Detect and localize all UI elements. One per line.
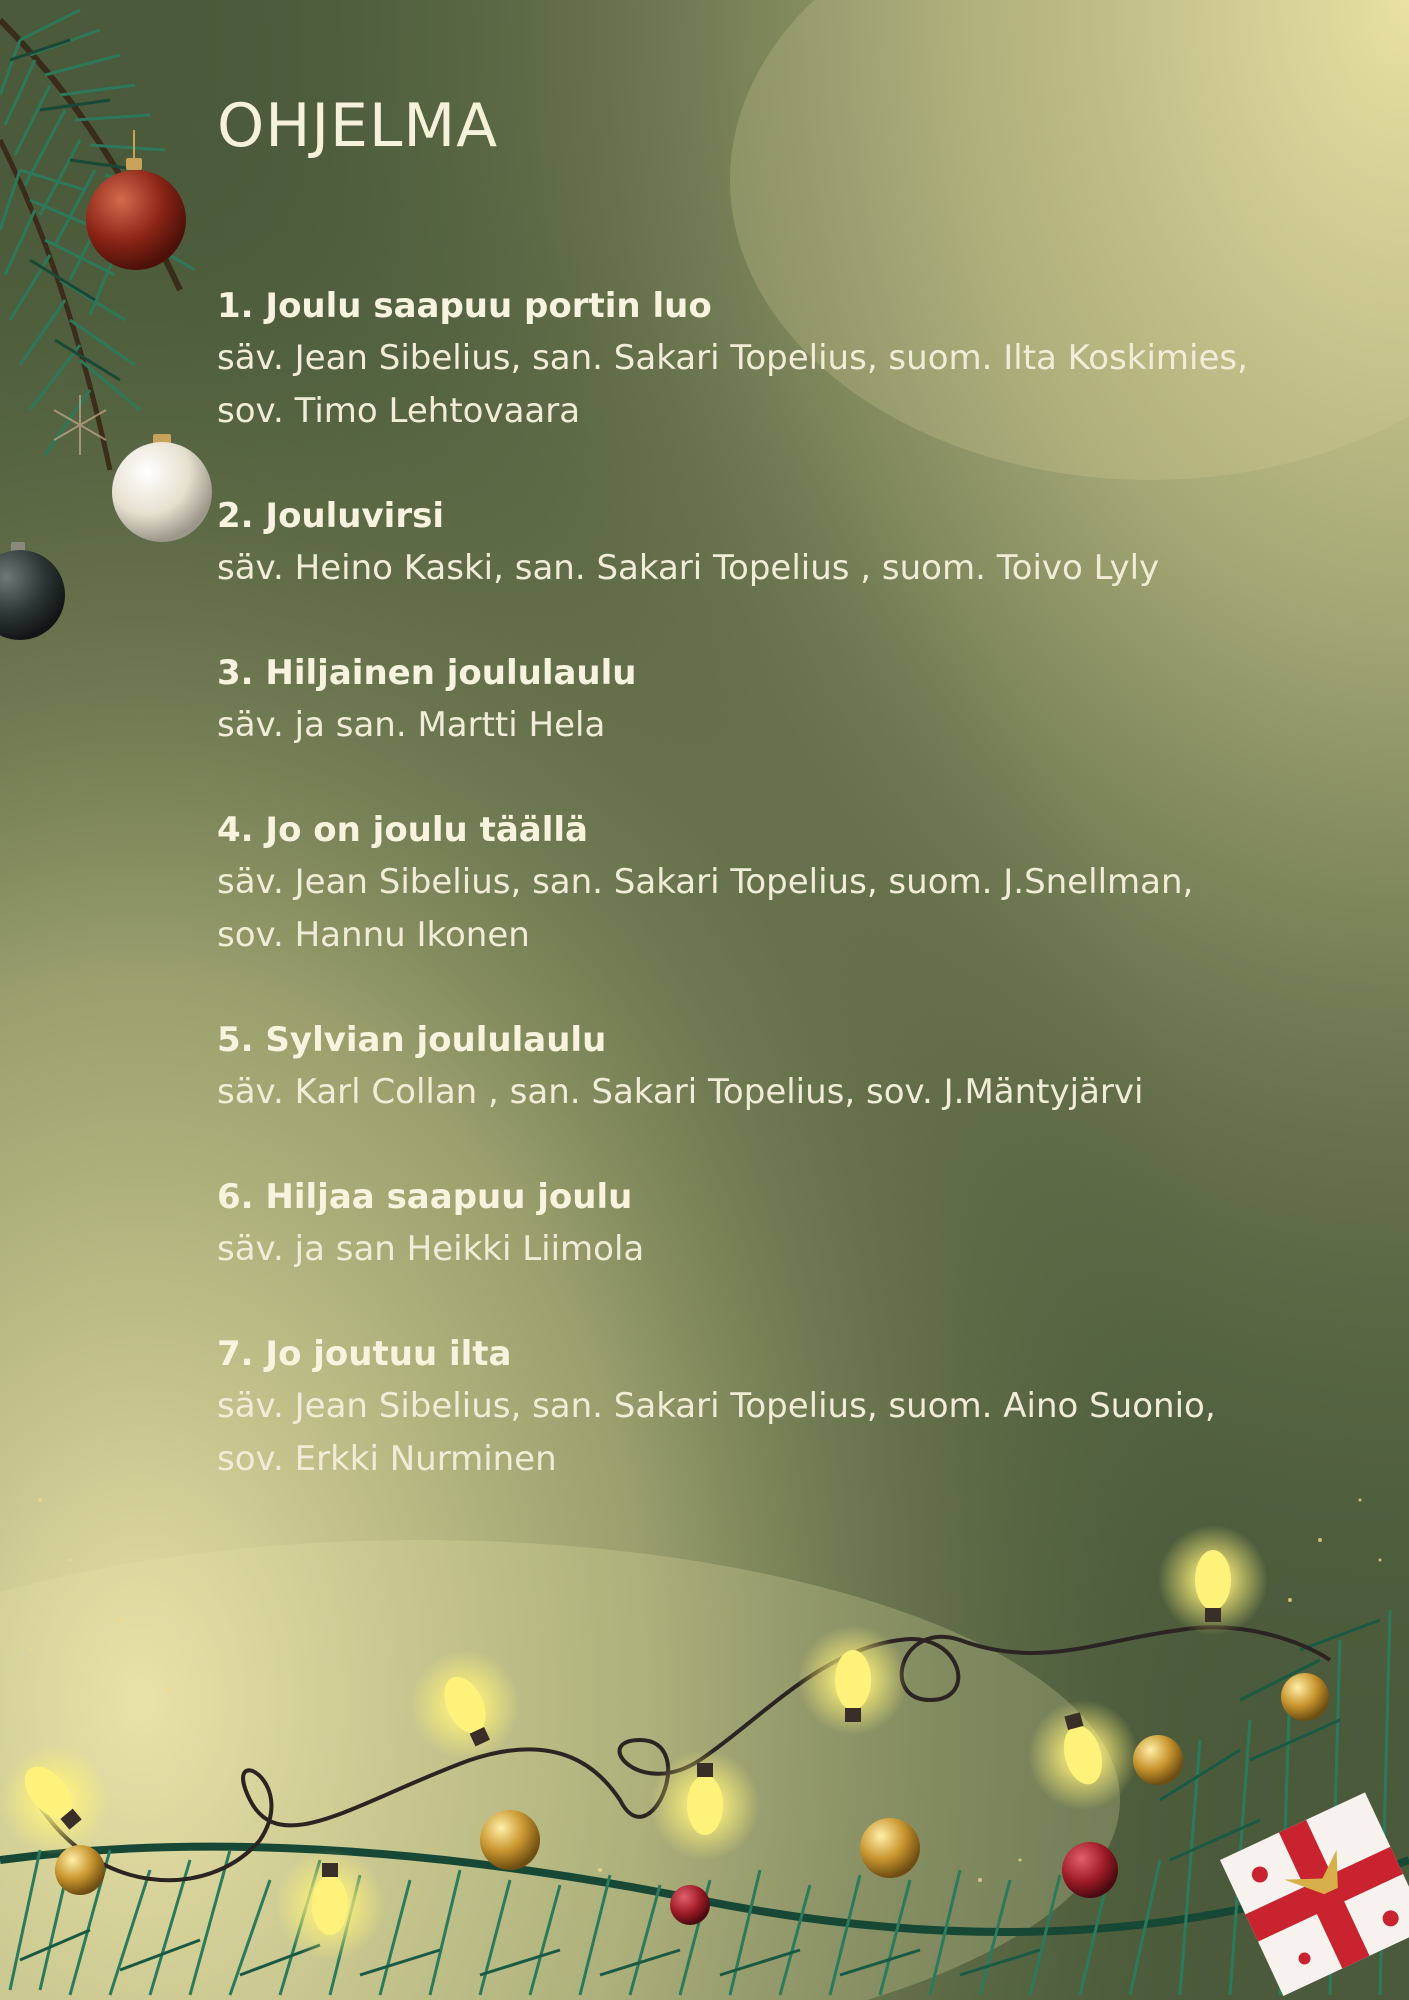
song-heading [217, 490, 1387, 542]
program-item [217, 1328, 1387, 1486]
program-item [217, 1014, 1387, 1119]
song-heading [217, 647, 1387, 699]
song-credits: sov. Hannu Ikonen [217, 915, 530, 955]
song-credits: säv. Heino Kaski, san. Sakari Topelius , suom. Toivo Lyly [217, 548, 1160, 588]
program-item [217, 647, 1387, 752]
song-title: Hiljaa saapuu joulu [265, 1177, 633, 1217]
song-credits: säv. ja san Heikki Liimola [217, 1229, 645, 1269]
song-heading [217, 1328, 1387, 1380]
song-title: Jo joutuu ilta [265, 1334, 512, 1374]
song-title: Jo on joulu täällä [265, 810, 588, 850]
song-number: 6. [217, 1177, 254, 1217]
song-number: 5. [217, 1020, 254, 1060]
song-title: Joulu saapuu portin luo [265, 286, 712, 326]
song-credits: säv. Jean Sibelius, san. Sakari Topelius, suom. J.Snellman, [217, 862, 1194, 902]
song-title: Jouluvirsi [265, 496, 444, 536]
song-number: 7. [217, 1334, 254, 1374]
program-item [217, 280, 1387, 438]
program-item [217, 490, 1387, 595]
song-credits: säv. Jean Sibelius, san. Sakari Topelius, suom. Ilta Koskimies, [217, 338, 1248, 378]
song-number: 3. [217, 653, 254, 693]
song-number: 4. [217, 810, 254, 850]
song-credits: säv. Jean Sibelius, san. Sakari Topelius, suom. Aino Suonio, [217, 1386, 1216, 1426]
song-number: 1. [217, 286, 254, 326]
song-heading [217, 280, 1387, 332]
page-title: OHJELMA [217, 91, 499, 161]
song-heading [217, 1171, 1387, 1223]
song-title: Hiljainen joululaulu [265, 653, 637, 693]
song-title: Sylvian joululaulu [265, 1020, 607, 1060]
program-item [217, 804, 1387, 962]
song-credits: säv. ja san. Martti Hela [217, 705, 606, 745]
song-heading [217, 804, 1387, 856]
program-list [217, 280, 1387, 1538]
program-item [217, 1171, 1387, 1276]
song-number: 2. [217, 496, 254, 536]
song-heading [217, 1014, 1387, 1066]
song-credits: sov. Erkki Nurminen [217, 1439, 557, 1479]
song-credits: sov. Timo Lehtovaara [217, 391, 581, 431]
song-credits: säv. Karl Collan , san. Sakari Topelius, sov. J.Mäntyjärvi [217, 1072, 1144, 1112]
